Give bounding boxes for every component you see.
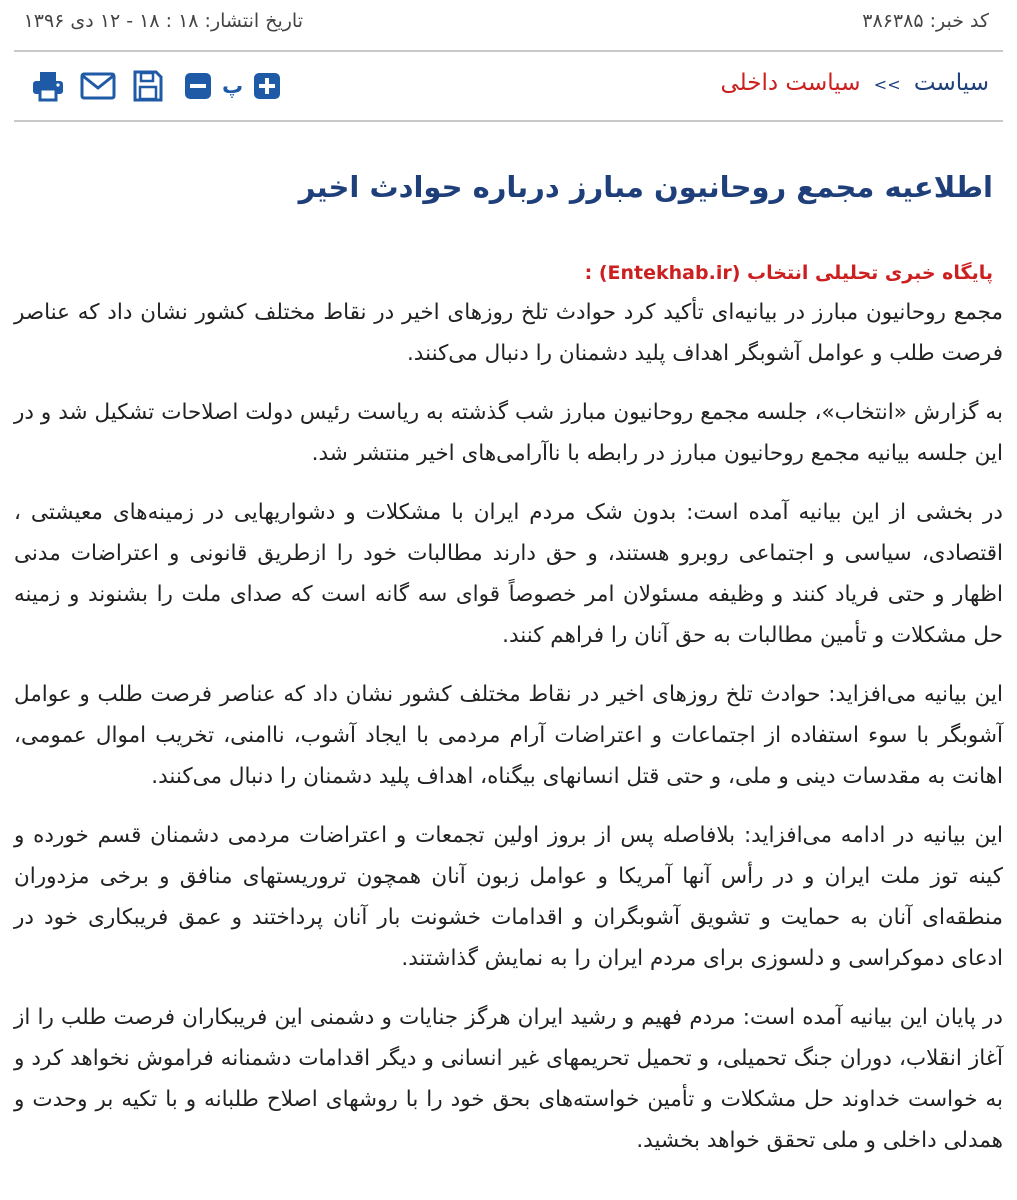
article-paragraph: این بیانیه می‌افزاید: حوادث تلخ روزهای اخیر در نقاط مختلف کشور نشان داد که عناصر فرصت طلب و عوامل آشوبگر با سوء استفاده از اجتماعات و اعتراضات آرام مردمی با ایجاد آشوب، ناامنی، تخریب اموال عمومی، اهانت به مقدسات دینی و ملی، و حتی قتل انسانهای بیگناه، اهداف پلید دشمنان را دنبال می‌کنند.: [14, 682, 1003, 789]
save-icon: [133, 70, 163, 102]
breadcrumb-root-link[interactable]: سیاست: [913, 70, 989, 96]
meta-bar: [14, 0, 1003, 52]
article-source: پایگاه خبری تحلیلی انتخاب (Entekhab.ir) :: [584, 262, 993, 284]
print-button[interactable]: [30, 68, 66, 104]
article-toolbar: [30, 68, 285, 104]
email-button[interactable]: [80, 68, 116, 104]
font-size-label: پ: [222, 74, 244, 98]
font-increase-icon: [253, 72, 281, 100]
email-icon: [80, 72, 116, 100]
article-paragraph: در بخشی از این بیانیه آمده است: بدون شک مردم ایران با مشکلات و دشواریهایی در زمینه‌های معیشتی ، اقتصادی، سیاسی و اجتماعی روبرو هستند، و حق دارند مطالبات خود را ازطریق قانونی و اعتراضات مدنی اظهار و حتی فریاد کنند و وظیفه مسئولان امر خصوصاً قوای سه گانه است که صدای ملت را بشنوند و زمینه حل مشکلات و تأمین مطالبات به حق آنان را فراهم کنند.: [14, 500, 1003, 648]
breadcrumb: [720, 70, 989, 96]
breadcrumb-current-link[interactable]: سیاست داخلی: [720, 70, 861, 96]
breadcrumb-separator: >>: [873, 75, 901, 94]
article-title: اطلاعیه مجمع روحانیون مبارز درباره حوادث اخیر: [298, 170, 993, 204]
font-decrease-button[interactable]: [180, 68, 216, 104]
article-paragraph: این بیانیه در ادامه می‌افزاید: بلافاصله پس از بروز اولین تجمعات و اعتراضات مردمی دشمنان قسم خورده و کینه توز ملت ایران و در رأس آنها آمریکا و عوامل زبون آنان همچون تروریستهای منافق و برخی مزدوران منطقه‌ای آنان به حمایت و تشویق آشوبگران و اقدامات خشونت بار آنان پرداختند و عمق فریبکاری خود در ادعای دموکراسی و دلسوزی برای مردم ایران را به نمایش گذاشتند.: [14, 823, 1003, 971]
print-icon: [31, 70, 65, 102]
publish-date: تاریخ انتشار: ۱۸ : ۱۸ - ۱۲ دی ۱۳۹۶: [23, 10, 303, 32]
article-paragraph: به گزارش «انتخاب»، جلسه مجمع روحانیون مبارز شب گذشته به ریاست رئیس دولت اصلاحات تشکیل شد و در این جلسه بیانیه مجمع روحانیون مبارز در رابطه با ناآرامی‌های اخیر منتشر شد.: [14, 400, 1003, 466]
save-button[interactable]: [130, 68, 166, 104]
article-paragraph: در پایان این بیانیه آمده است: مردم فهیم و رشید ایران هرگز جنایات و دشمنی این فریبکاران فرصت طلب را از آغاز انقلاب، دوران جنگ تحمیلی، و تحمیل تحریمهای غیر انسانی و دیگر اقدامات دشمنانه فراموش نخواهد کرد و به خواست خداوند حل مشکلات و تأمین خواسته‌های بحق خود را با روشهای اصلاح طلبانه و با تکیه بر وحدت و همدلی داخلی و ملی تحقق خواهد بخشید.: [14, 1005, 1003, 1153]
article-body: [14, 292, 1003, 1179]
nav-bar: [14, 52, 1003, 122]
font-increase-button[interactable]: [249, 68, 285, 104]
news-code: کد خبر: ۳۸۶۳۸۵: [862, 10, 989, 32]
article-paragraph: مجمع روحانیون مبارز در بیانیه‌ای تأکید کرد حوادث تلخ روزهای اخیر در نقاط مختلف کشور نشان داد که عناصر فرصت طلب و عوامل آشوبگر اهداف پلید دشمنان را دنبال می‌کنند.: [14, 300, 1003, 366]
font-size-controls: [180, 68, 285, 104]
font-decrease-icon: [184, 72, 212, 100]
